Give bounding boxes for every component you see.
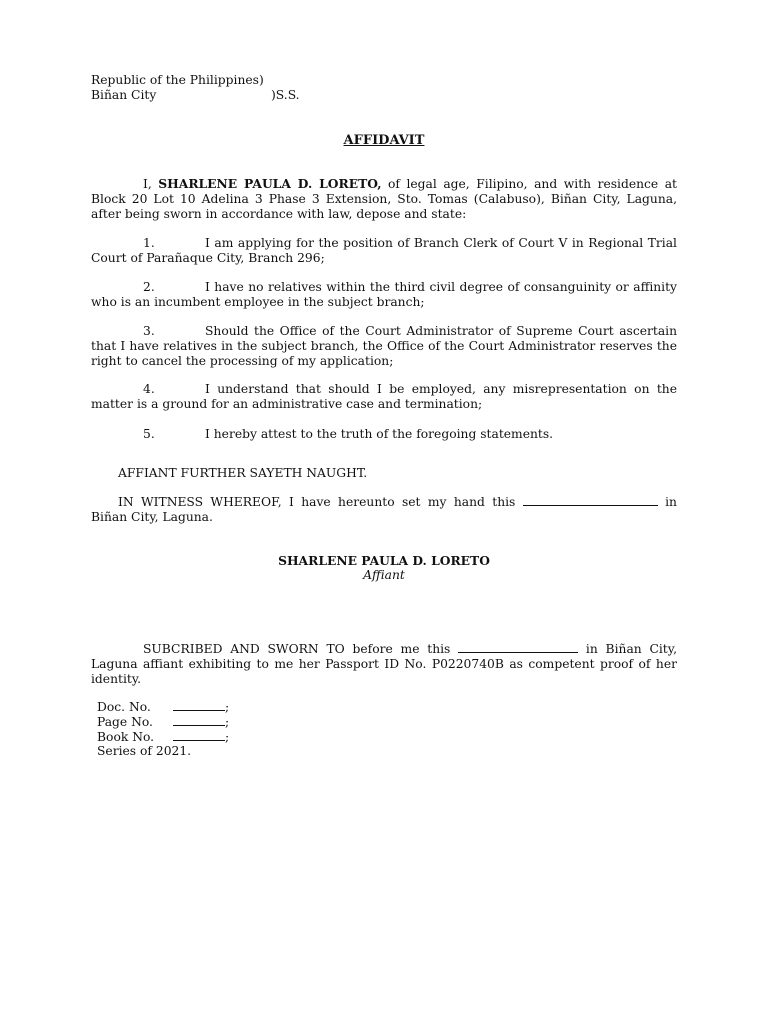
- witness-before: IN WITNESS WHEREOF, I have hereunto set my hand this: [118, 495, 516, 509]
- list-item: [91, 280, 677, 310]
- notary-page-row: [97, 714, 229, 729]
- notary-page-blank: [173, 714, 225, 726]
- venue-ss: )S.S.: [271, 88, 300, 102]
- item-number: 5.: [143, 427, 155, 441]
- list-item: [91, 236, 677, 266]
- notary-page-suffix: ;: [225, 715, 230, 729]
- notary-series: Series of 2021.: [97, 744, 192, 758]
- notary-book-suffix: ;: [225, 730, 230, 744]
- item-number: 2.: [143, 280, 155, 294]
- witness-after: in Biñan City, Laguna.: [91, 495, 677, 524]
- notary-book-blank: [173, 729, 225, 741]
- notary-doc-suffix: ;: [225, 700, 230, 714]
- jurat-date-blank: [458, 641, 578, 653]
- signatory-name: SHARLENE PAULA D. LORETO: [278, 553, 490, 568]
- intro-rest: of legal age, Filipino, and with residence at Block 20 Lot 10 Adelina 3 Phase 3 Extension, Sto. Tomas (Calabuso), Biñan City, Laguna, after being sworn in accordance with law, depose and state:: [91, 177, 677, 221]
- jurat-before: SUBCRIBED AND SWORN TO before me this: [143, 642, 451, 656]
- intro-paragraph: [91, 176, 677, 222]
- item-number: 4.: [143, 382, 155, 396]
- jurat-paragraph: [91, 641, 677, 687]
- notary-doc-label: Doc. No.: [97, 700, 151, 714]
- affiant-name-inline: SHARLENE PAULA D. LORETO,: [158, 176, 382, 191]
- venue-line-republic: Republic of the Philippines): [91, 73, 264, 87]
- list-item: [91, 324, 677, 369]
- notary-doc-row: [97, 699, 229, 714]
- notary-page-label: Page No.: [97, 715, 153, 729]
- item-text: I am applying for the position of Branch Clerk of Court V in Regional Trial Court of Parañaque City, Branch 296;: [91, 236, 677, 265]
- item-number: 1.: [143, 236, 155, 250]
- item-text: I have no relatives within the third civil degree of consanguinity or affinity who is an incumbent employee in the subject branch;: [91, 280, 677, 309]
- notary-doc-blank: [173, 699, 225, 711]
- venue-line-city: Biñan City: [91, 88, 157, 102]
- document-title: AFFIDAVIT: [343, 133, 425, 148]
- notary-book-row: [97, 729, 229, 744]
- item-text: I understand that should I be employed, any misrepresentation on the matter is a ground for an administrative case and termination;: [91, 382, 677, 411]
- further-sayeth: AFFIANT FURTHER SAYETH NAUGHT.: [118, 466, 368, 480]
- jurat-after: in Biñan City, Laguna affiant exhibiting to me her Passport ID No. P0220740B as competent proof of her identity.: [91, 642, 677, 686]
- item-number: 3.: [143, 324, 155, 338]
- signatory-role: Affiant: [363, 568, 405, 582]
- item-text: I hereby attest to the truth of the foregoing statements.: [205, 427, 554, 441]
- intro-lead: I,: [143, 177, 159, 191]
- notary-book-label: Book No.: [97, 730, 155, 744]
- list-item: [91, 382, 677, 412]
- date-blank: [523, 494, 658, 506]
- witness-paragraph: [91, 494, 677, 525]
- item-text: Should the Office of the Court Administrator of Supreme Court ascertain that I have relatives in the subject branch, the Office of the Court Administrator reserves the right to cancel the processing of my application;: [91, 324, 677, 368]
- list-item: [91, 427, 677, 442]
